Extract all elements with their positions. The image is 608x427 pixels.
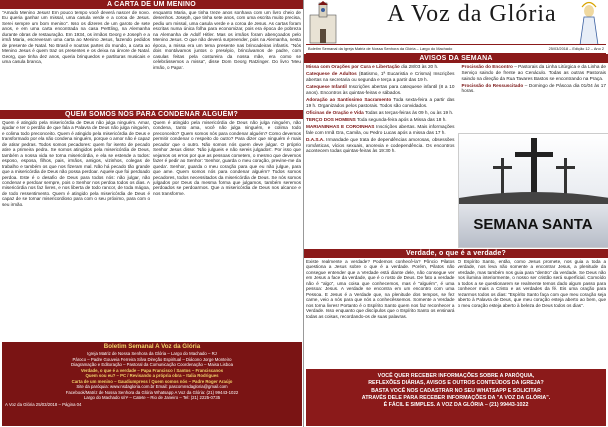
edition-date: 25/03/2018 – Edição 12 – Ano 2 [548, 46, 604, 51]
banner-line: É FÁCIL E SIMPLES. A VOZ DA GLÓRIA – (21) 99443-1022 [383, 402, 529, 409]
quem-somos-columns [0, 119, 303, 338]
aviso-text: Inscrições abertas para catequese infantil (8 a 10 anos). Encontros às quintas-feiras e sábados. [306, 83, 455, 95]
aviso-item [306, 110, 455, 116]
aviso-heading: Adoração ao Santíssimo Sacramento [306, 96, 392, 102]
edition-publisher: Boletim Semanal da Igreja Matriz de Nossa Senhora da Glória – Largo do Machado [308, 46, 453, 51]
aviso-text: Toda sexta-feira a partir das 19 h. Organizados pelos pastorais. Todos são convidados. [306, 96, 455, 108]
edition-line [306, 44, 606, 54]
footer-line: Largo do Machado s/nº – Catete – Rio de Janeiro – Tel: (21) 2225-0735 [83, 395, 221, 400]
quem-somos-col-1: Quem é atingido pela misericórdia de Deus não julga ninguém. Amar, ajudar e ter o perdão de que fala a Palavra de Deus não julga ninguém, e colima todo preconceito. Quem é atingido pela misericórdia de Deus e transformado por ela não condena ninguém, porque o amor não é capaz de atirar pedras. Todos somos pecadores: quem for isento de pecado atire a primeira pedra. Se somos atingidos pela misericórdia de Deus, também a nossa vida se torna misericórdia, e ela se estende a todos: esposo, esposa, filhos, pais, irmãos, amigos, vizinhos, colegas de trabalho e também os que nos fizeram mal. Não há pecado tão grande que a misericórdia de Deus não possa perdoar. Aquele que foi perdoado perdoa. Este é o desafio de Deus para todos nós: não julgar, não condenar e perdoar sempre, pois o Senhor nos perdoa todos os dias. A misericórdia nos faz livres, e nos liberta de todo rancor, de toda mágoa, de todo ressentimento. Quem é atingido pela misericórdia de Deus é capaz de se tornar misericordioso para com o seu próximo, para com o seu irmão. [2, 120, 150, 207]
aviso-heading: Missa com Orações por Cura e Libertação [306, 64, 400, 69]
aviso-heading: Catequese de Adultos [306, 71, 357, 77]
church-logo-icon [306, 1, 340, 45]
masthead [304, 0, 608, 54]
footer-line: Igreja Matriz de Nossa Senhora da Glória – Largo do Machado – RJ [87, 351, 217, 356]
footer-credits [2, 342, 302, 426]
banner-line: BASTA VOCÊ NOS CADASTRAR NO SEU WHATSAPP E SOLICITAR [371, 387, 541, 394]
aviso-heading: Procissão do Ressuscitado [461, 82, 524, 88]
verdade-columns [304, 258, 608, 376]
footer-line: Diagramação e Editoração – Pastoral da Comunicação Coordenação – Maisa Lisboa [71, 362, 233, 367]
aviso-heading: MARIANINHAS E COROINHAS [306, 123, 375, 129]
banner-line: ATRAVÉS DELE PARA RECEBER INFORMAÇÕES DA "A VOZ DA GLÓRIA". [361, 394, 551, 401]
carta-col-1: "Amado Menino Jesus! Em pouco tempo você deverá nascer de novo. Eu queria ganhar um missal, uma casula verde e a coroa de Jesus. Serei sempre um bom menino". Isso os dizeres de um garoto de sete anos, e em uma carta encontrada na casa Perttling, na Alemanha durante obras de restauração. Em 1934, os irmãos Georg e Joseph e a irmã Maria, escreveram uma carta ao Menino Jesus, fazendo pedidos de presente de Natal. No Brasil e noutras partes do mundo, a carta ao Menino Jesus é quem traz os presentes e os deixa na árvore de Natal. Georg, que tinha dez anos, queria brinquedos e partituras musicais e uma casula branca, [2, 10, 150, 65]
aviso-text: Inscrições abertas. Mais informações fale com Irmã Gra, Camila, ou Pedro Lucas após a missa das 17 h. [306, 123, 455, 135]
right-page [304, 0, 608, 427]
aviso-item [462, 64, 607, 81]
aviso-text: Todas as terças-feiras às 09 h, ou às 19 h. [364, 109, 454, 115]
footer-line: Pároco – Padre Gouveia Ferreira Silva Direção Espiritual – Diácono Jorge Monteiro [72, 356, 232, 362]
avisos-right [460, 63, 608, 97]
footer-line: Verdade, o que é a verdade – Papa Francisco / Santos – Franciscanos [80, 367, 224, 373]
aviso-text: – Domingo de Páscoa dia 01/04 às 17 horas. [461, 82, 606, 94]
aviso-item [462, 83, 607, 95]
verdade-col-2: O Espírito Santo, então, como Jesus promete, nos guia a toda a verdade, nos leva não somente a encontrar Jesus, a plenitude da Verdade, mas também nos guia para "dentro" da verdade. Se Deus não nos ilumina interiormente, o nosso ser cristão será superficial. Comoído a todos a se questionarem se realmente temos dado algum passo para conhecer mais a Cristo e as verdades da fé. Eis uma oração para rezarmos todos os dias: "Espírito Santo faça com que meu coração seja aberto à Palavra de Deus, que meu coração esteja aberto ao bem, que o meu coração esteja aberto à beleza de Deus todos os dias". [457, 259, 606, 308]
aviso-heading: Procissão do Encontro [461, 64, 513, 69]
aviso-heading: Catequese Infantil [306, 83, 347, 89]
aviso-text: – Pastorais da Linha Litúrgica e da Linha de Serviço saindo de frente ao Cenáculo. Todas as outras Pastorais saindo na direção da Rua Tavares Bastos se encontrando na Praça. [461, 64, 606, 81]
aviso-text: dia 28/03 às 20 h. [401, 64, 439, 69]
virgin-mary-statue-icon [572, 1, 606, 45]
footer-line: Quem sou eu? – PC / Revisando a própria obra – Italia Rodrigues [85, 373, 219, 378]
aviso-text: (Batismo, 1ª Eucaristia e Crisma) Inscrições abertas na secretaria ou segunda e terça a partir das 19 h. [306, 71, 455, 82]
avisos-columns [304, 63, 608, 249]
aviso-item [306, 84, 455, 96]
aviso-heading: Oficinas de Oração e Vida [306, 109, 364, 115]
aviso-item [306, 71, 455, 83]
section-title-verdade: Verdade, o que é a verdade? [304, 249, 608, 258]
semana-santa-text: SEMANA SANTA [473, 216, 593, 233]
aviso-heading: TERÇO DOS HOMENS [306, 116, 356, 122]
aviso-text: Irmandade que trata de dependências amorosas, obsessões românticas, vícios sexuais, anorexia e codependência. Os encontros acontecem todas quintas-feiras às 19:30 h. [306, 136, 455, 154]
footer-title: Boletim Semanal A Voz da Glória [103, 343, 201, 350]
aviso-item [306, 137, 455, 154]
banner-line: VOCÊ QUER RECEBER INFORMAÇÕES SOBRE A PARÓQUIA, [377, 373, 535, 379]
verdade-col-1: Existe realmente a verdade? Podemos conhecê-la? Pôncio Pilatos questiona a Jesus sobre o que é a verdade. Porém, Pilatos não consegue entender que a Verdade está diante dele, não consegue ver em Jesus a face da verdade, que é o rosto de Deus. De fato a verdade não é "algo", uma coisa que conhecemos, mas é "alguém", é uma pessoa: Jesus. A verdade se encontra em um encontro com uma Pessoa. E Jesus é a Verdade que, na plenitude dos tempos, se fez carne, veio a nós para que nós a conhecêssemos. Somente a Verdade nos torna livres! Portanto é o Espírito Santo quem nos faz reconhecer a Verdade. Isso enquanto que discípulos que o Espírito Santo os ensinará todas as coisas, recordando-os de suas palavras. [306, 259, 455, 319]
avisos-left [304, 63, 457, 249]
quem-somos-col-2: Quem é atingido pela misericórdia de Deus não julga ninguém, não condena, tanto ama, você não julga ninguém, e colima todo preconceito? Quem somos nós para condenar alguém? Como devemos permitir condenar o respeito do outro? Para dizer que ninguém é mais pecador que o outro. Não somos nós quem deve julgar. O próprio Senhor Jesus disse: 'Não julgueis e não sereis julgados'. Por isso que vejamos os erros por que as pessoas cometem, o mesmo que devemos fazer é pedir ao Senhor: 'Senhor, guarda o meu coração, previne-me da queda'. Senhor, guarda o meu coração para que eu não julgue, para que ame. Quem somos nós para condenar alguém? Todos somos pecadores, todos necessitados da misericórdia de Deus. Se nós somos julgados por Deus da mesma forma que julgamos, também seremos perdoados se perdoarmos. Que a misericórdia de Deus nos alcance e nos transforme. [153, 120, 301, 196]
section-title-quem-somos: QUEM SOMOS NÓS PARA CONDENAR ALGUÉM? [0, 110, 303, 119]
carta-columns [0, 9, 303, 109]
crosses-icon [459, 134, 608, 204]
banner-line: REFLEXÕES DIÁRIAS, AVISOS E OUTROS CONTEÚDOS DA IGREJA? [368, 380, 544, 387]
newsletter-title: A Voz da Glória [387, 1, 557, 27]
section-title-carta: A CARTA DE UM MENINO [0, 0, 303, 9]
footer-line: Carta de um menino – Gaudiumpress / Quem somos nós – Padre Roger Araújo [71, 378, 233, 384]
aviso-text: Toda segunda-feira após a Missa das 18 h. [356, 116, 447, 122]
footer-date: A Voz da Glória 25/03/2018 – Página 04 [5, 401, 82, 407]
footer-site-line[interactable]: Site da paróquia: www.nsdagloria.com.br Email: pascomnsdagloria@gmail.com [76, 384, 228, 389]
section-title-avisos: AVISOS DA SEMANA [304, 54, 608, 63]
aviso-item [306, 64, 455, 70]
aviso-item [306, 97, 455, 109]
aviso-item [306, 117, 455, 123]
aviso-heading: D.A.S.A. [306, 136, 325, 142]
semana-santa-image [458, 133, 608, 248]
whatsapp-banner [306, 369, 606, 426]
aviso-item [306, 124, 455, 136]
footer-line: Facebook/Matriz de Nossa Senhora da Glória Whatsapp A Voz da Glória: (21) 99443-1022 [65, 389, 239, 395]
carta-col-2: enquanto Maria, que tinha treze anos sonhava com um livro cheio de desenhos. Joseph, que tinha sete anos, com uma escrita muito precisa, pediu um missal, uma casula verde e a coroa de Jesus. As cartas foram escritas numa única folha para economizar, pois era época de pobreza na Alemanha de Adolf Hitler. Mas os irmãos foram abençoados pelo Menino Jesus. O que não deverá surpreender, pois na Alemanha, nesta época, a missa era um tema presente nas brincadeiras infantis. "Nós dois montávamos juntos o presépio, brincávamos de padre, com casulas feitas pela costureira da nossa mãe, era como se celebrássemos a missa", disse Dom Georg Ratzinger. Do livro 'Meu irmão, o Papa'. [153, 10, 301, 70]
